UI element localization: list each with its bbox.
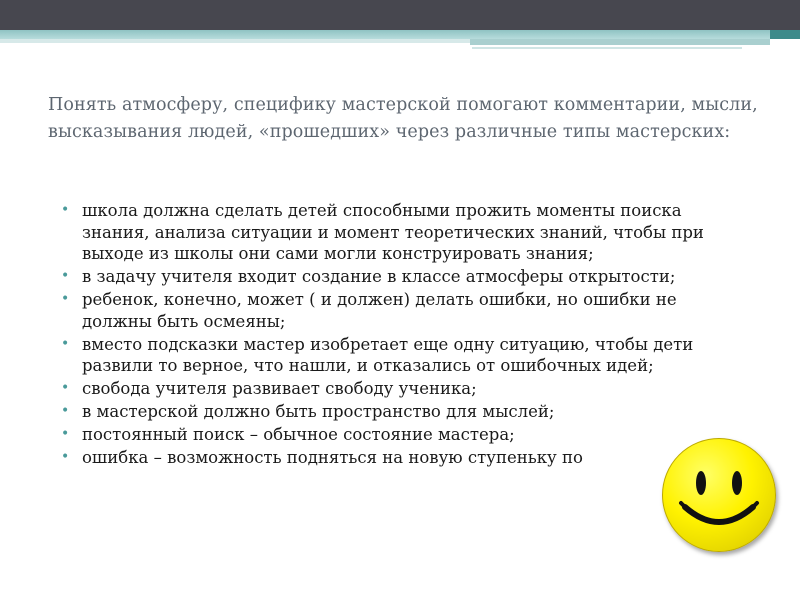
bullet-icon: •	[61, 335, 70, 352]
list-item-text: школа должна сделать детей способными прожить моменты поиска знания, анализа ситуации и момент теоретических знаний, чтобы при выходе из школы они сами могли конструировать знания;	[82, 201, 704, 263]
list-item-text: в мастерской должно быть пространство для мыслей;	[82, 402, 555, 421]
decorative-stripe-thin	[472, 47, 742, 49]
list-item	[60, 424, 750, 446]
bullet-icon: •	[61, 380, 70, 396]
decorative-stripe-right	[470, 39, 770, 45]
bullet-icon: •	[61, 202, 70, 218]
list-item-text: свобода учителя развивает свободу ученика;	[82, 379, 477, 398]
top-header-bar	[0, 0, 800, 30]
accent-tab	[770, 30, 800, 39]
bullet-icon: •	[61, 449, 70, 465]
list-item-text: вместо подсказки мастер изобретает еще одну ситуацию, чтобы дети развили то верное, что нашли, и отказались от ошибочных идей;	[82, 334, 694, 375]
list-item-text: ребенок, конечно, может ( и должен) делать ошибки, но ошибки не должны быть осмеяны;	[82, 290, 677, 331]
list-item-text: ошибка – возможность подняться на новую ступеньку по	[82, 448, 583, 467]
list-item-text: постоянный поиск – обычное состояние мастера;	[82, 425, 515, 444]
list-item	[60, 401, 750, 423]
bullet-icon: •	[61, 268, 70, 284]
decorative-stripe-left	[0, 39, 470, 43]
smiley-face-icon	[662, 438, 776, 552]
bullet-icon: •	[61, 403, 70, 419]
bullet-list	[60, 200, 750, 470]
bullet-icon: •	[61, 426, 70, 442]
list-item	[60, 200, 750, 265]
list-item	[60, 334, 750, 377]
list-item	[60, 447, 750, 469]
teal-accent-band	[0, 30, 800, 39]
list-item	[60, 266, 750, 288]
list-item	[60, 289, 750, 332]
slide-intro-text: Понять атмосферу, специфику мастерской помогают комментарии, мысли, высказывания людей, «прошедших» через различные типы мастерских:	[48, 95, 758, 142]
list-item	[60, 378, 750, 400]
bullet-icon: •	[61, 291, 70, 307]
list-item-text: в задачу учителя входит создание в классе атмосферы открытости;	[82, 267, 676, 286]
